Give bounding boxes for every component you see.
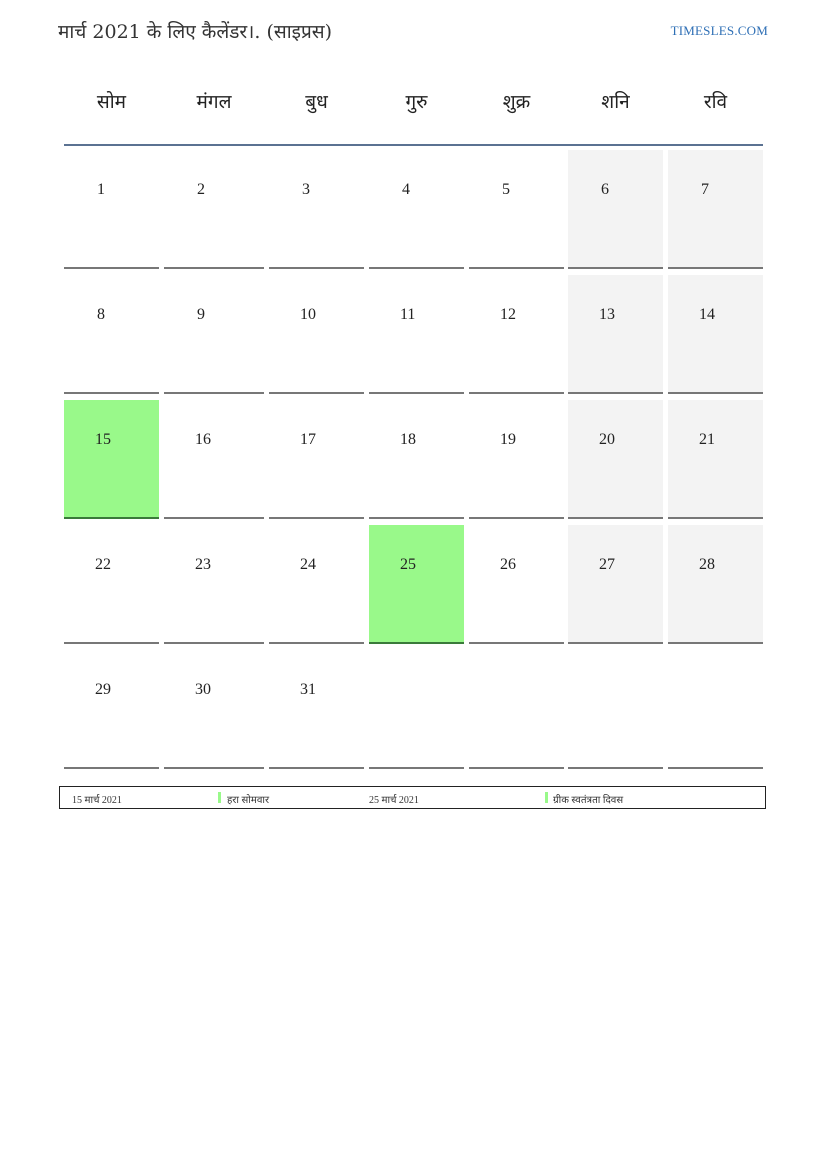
day-cell[interactable] xyxy=(668,150,763,269)
day-number: 9 xyxy=(197,306,205,323)
day-number: 10 xyxy=(300,306,316,323)
empty-day-cell xyxy=(469,650,564,769)
day-number: 12 xyxy=(500,306,516,323)
weekday-mon: सोम xyxy=(96,91,127,113)
day-cell[interactable] xyxy=(164,150,264,269)
day-number: 2 xyxy=(197,181,205,198)
day-cell[interactable] xyxy=(64,275,159,394)
day-number: 23 xyxy=(195,556,211,573)
day-number: 26 xyxy=(500,556,516,573)
day-cell[interactable] xyxy=(469,525,564,644)
day-number: 27 xyxy=(599,556,615,573)
empty-day-cell xyxy=(568,650,663,769)
day-cell[interactable] xyxy=(64,650,159,769)
day-cell[interactable] xyxy=(369,150,464,269)
day-cell[interactable] xyxy=(164,525,264,644)
day-number: 17 xyxy=(300,431,316,448)
day-number: 22 xyxy=(95,556,111,573)
day-number: 3 xyxy=(302,181,310,198)
day-cell[interactable] xyxy=(469,150,564,269)
empty-day-cell xyxy=(668,650,763,769)
day-number: 13 xyxy=(599,306,615,323)
day-number: 25 xyxy=(400,556,416,573)
day-number: 5 xyxy=(502,181,510,198)
day-cell[interactable] xyxy=(568,525,663,644)
legend-color-marker-1 xyxy=(218,792,221,803)
day-cell[interactable] xyxy=(269,525,364,644)
day-number: 21 xyxy=(699,431,715,448)
legend-name-1: हरा सोमवार xyxy=(227,795,270,806)
empty-day-cell xyxy=(369,650,464,769)
day-cell[interactable] xyxy=(269,400,364,519)
weekday-fri: शुक्र xyxy=(502,91,531,113)
page-title: मार्च 2021 के लिए कैलेंडर।. (साइप्रस) xyxy=(58,21,333,43)
day-cell[interactable] xyxy=(668,525,763,644)
weekday-sat: शनि xyxy=(601,91,630,113)
day-cell[interactable] xyxy=(469,275,564,394)
weekday-tue: मंगल xyxy=(196,91,232,113)
day-cell[interactable] xyxy=(369,275,464,394)
day-cell[interactable] xyxy=(668,400,763,519)
holiday-legend xyxy=(59,786,766,809)
day-cell[interactable] xyxy=(64,525,159,644)
day-number: 31 xyxy=(300,681,316,698)
day-number: 15 xyxy=(95,431,111,448)
day-number: 4 xyxy=(402,181,410,198)
day-number: 11 xyxy=(400,306,416,323)
day-number: 7 xyxy=(701,181,709,198)
weekday-wed: बुध xyxy=(305,91,328,113)
day-number: 14 xyxy=(699,306,715,323)
day-number: 16 xyxy=(195,431,211,448)
day-cell[interactable] xyxy=(369,400,464,519)
day-number: 19 xyxy=(500,431,516,448)
day-cell[interactable] xyxy=(369,525,464,644)
legend-date-2: 25 मार्च 2021 xyxy=(369,795,419,806)
day-cell[interactable] xyxy=(668,275,763,394)
weekday-sun: रवि xyxy=(703,91,728,113)
legend-color-marker-2 xyxy=(545,792,548,803)
day-number: 8 xyxy=(97,306,105,323)
day-cell[interactable] xyxy=(568,150,663,269)
legend-date-1: 15 मार्च 2021 xyxy=(72,795,122,806)
weekday-thu: गुरु xyxy=(405,91,428,113)
brand-link[interactable]: TIMESLES.COM xyxy=(670,23,768,38)
day-cell[interactable] xyxy=(269,275,364,394)
day-cell[interactable] xyxy=(568,275,663,394)
day-cell[interactable] xyxy=(469,400,564,519)
day-number: 6 xyxy=(601,181,609,198)
day-cell[interactable] xyxy=(64,400,159,519)
day-number: 20 xyxy=(599,431,615,448)
day-cell[interactable] xyxy=(269,150,364,269)
day-number: 30 xyxy=(195,681,211,698)
day-cell[interactable] xyxy=(269,650,364,769)
day-cell[interactable] xyxy=(568,400,663,519)
day-number: 29 xyxy=(95,681,111,698)
day-number: 24 xyxy=(300,556,316,573)
day-number: 28 xyxy=(699,556,715,573)
day-cell[interactable] xyxy=(164,650,264,769)
day-cell[interactable] xyxy=(164,400,264,519)
day-number: 18 xyxy=(400,431,416,448)
day-cell[interactable] xyxy=(164,275,264,394)
day-cell[interactable] xyxy=(64,150,159,269)
day-number: 1 xyxy=(97,181,105,198)
legend-name-2: ग्रीक स्वतंत्रता दिवस xyxy=(553,795,624,806)
